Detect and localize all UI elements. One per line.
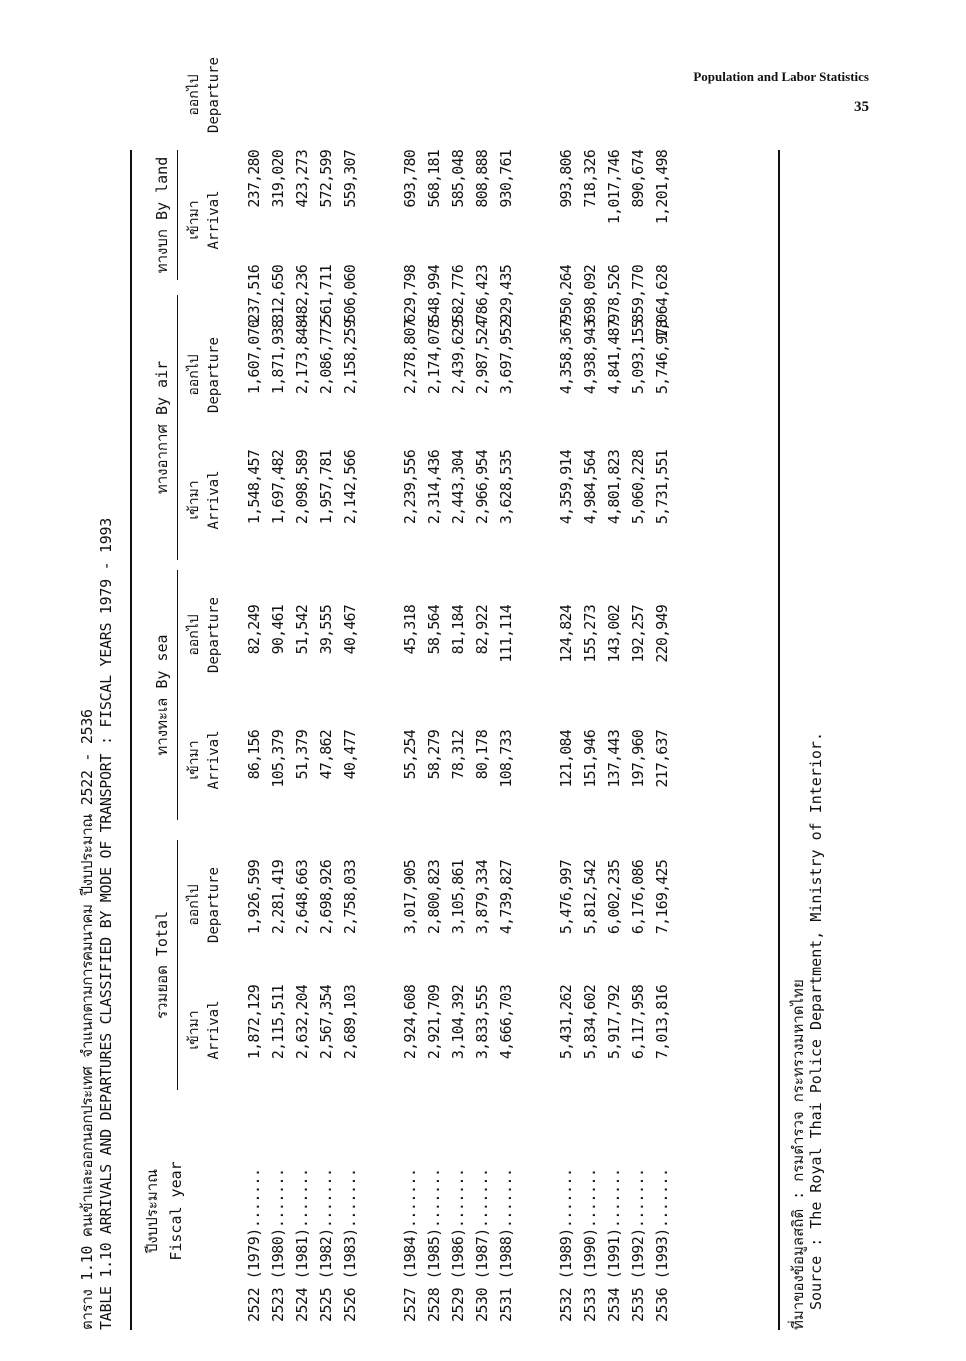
value-cell: 5,812,542 (581, 860, 599, 935)
page-number: 35 (854, 99, 869, 115)
value-cell: 197,960 (629, 730, 647, 788)
value-cell: 2,921,709 (425, 985, 443, 1060)
group-rule (177, 295, 178, 560)
group-header-0 (150, 840, 174, 1090)
source-en: Source : The Royal Thai Police Department, Ministry of Interior. (807, 732, 825, 1310)
value-cell: 2,239,556 (401, 450, 419, 525)
value-cell: 105,379 (269, 730, 287, 788)
value-cell: 78,312 (449, 730, 467, 780)
value-cell: 786,423 (473, 265, 491, 323)
group-en: Total (153, 910, 171, 957)
arrival-subheader (184, 445, 224, 555)
value-cell: 2,567,354 (317, 985, 335, 1060)
table-row (605, 150, 629, 1330)
value-cell: 808,888 (473, 150, 491, 208)
value-cell: 2,278,807 (401, 320, 419, 395)
value-cell: 4,984,564 (581, 450, 599, 525)
value-cell: 2,158,259 (341, 320, 359, 395)
value-cell: 5,917,792 (605, 985, 623, 1060)
fiscal-year-cell: 2532 (1989)....... (557, 1168, 575, 1322)
group-rule (177, 840, 178, 1090)
value-cell: 80,178 (473, 730, 491, 780)
value-cell: 51,542 (293, 605, 311, 655)
value-cell: 90,461 (269, 605, 287, 655)
value-cell: 58,564 (425, 605, 443, 655)
value-cell: 237,280 (245, 150, 263, 208)
value-cell: 2,632,204 (293, 985, 311, 1060)
value-cell: 1,017,746 (605, 150, 623, 225)
fiscal-year-cell: 2535 (1992)....... (629, 1168, 647, 1322)
departure-subheader (184, 40, 224, 150)
group-thai: ทางทะเล (153, 697, 171, 756)
value-cell: 4,666,703 (497, 985, 515, 1060)
group-en: By land (153, 156, 171, 220)
value-cell: 3,104,392 (449, 985, 467, 1060)
group-en: By sea (153, 634, 171, 689)
value-cell: 45,318 (401, 605, 419, 655)
value-cell: 7,013,816 (653, 985, 671, 1060)
departure-en: Departure (206, 597, 222, 673)
value-cell: 319,020 (269, 150, 287, 208)
table-title-thai: ตาราง 1.10 คนเข้าและออกนอกประเทศ จำแนกตามการคมนาคม ปีงบประมาณ 2522 - 2536 (78, 709, 96, 1330)
value-cell: 155,273 (581, 605, 599, 663)
fiscal-year-cell: 2524 (1981)....... (293, 1168, 311, 1322)
value-cell: 2,142,566 (341, 450, 359, 525)
departure-thai: ออกไป (186, 614, 202, 656)
value-cell: 2,173,848 (293, 320, 311, 395)
fiscal-year-cell: 2533 (1990)....... (581, 1168, 599, 1322)
arrival-thai: เข้ามา (186, 480, 202, 520)
table-row (581, 150, 605, 1330)
value-cell: 3,879,334 (473, 860, 491, 935)
table-row (293, 150, 317, 1330)
value-cell: 423,273 (293, 150, 311, 208)
value-cell: 3,628,535 (497, 450, 515, 525)
value-cell: 5,746,978 (653, 320, 671, 395)
table-row (401, 150, 425, 1330)
value-cell: 40,467 (341, 605, 359, 655)
value-cell: 2,174,078 (425, 320, 443, 395)
arrival-en: Arrival (206, 190, 222, 250)
value-cell: 2,800,823 (425, 860, 443, 935)
value-cell: 55,254 (401, 730, 419, 780)
group-thai: ทางอากาศ (153, 424, 171, 495)
arrival-thai: เข้ามา (186, 740, 202, 780)
value-cell: 2,314,436 (425, 450, 443, 525)
fiscal-year-cell: 2526 (1983)....... (341, 1168, 359, 1322)
table-row (557, 150, 581, 1330)
running-header: Population and Labor Statistics (693, 69, 869, 84)
value-cell: 5,731,551 (653, 450, 671, 525)
value-cell: 217,637 (653, 730, 671, 788)
value-cell: 993,806 (557, 150, 575, 208)
arrival-thai: เข้ามา (186, 200, 202, 240)
value-cell: 1,548,457 (245, 450, 263, 525)
table-row (269, 150, 293, 1330)
value-cell: 585,048 (449, 150, 467, 208)
table-row (449, 150, 473, 1330)
group-thai: รวมยอด (153, 965, 171, 1020)
arrival-en: Arrival (206, 1000, 222, 1060)
value-cell: 698,092 (581, 265, 599, 323)
value-cell: 978,526 (605, 265, 623, 323)
bottom-rule (778, 150, 780, 1330)
table-row (629, 150, 653, 1330)
fiscal-year-cell: 2534 (1991)....... (605, 1168, 623, 1322)
fiscal-year-cell: 2527 (1984)....... (401, 1168, 419, 1322)
value-cell: 693,780 (401, 150, 419, 208)
value-cell: 2,648,663 (293, 860, 311, 935)
value-cell: 2,098,589 (293, 450, 311, 525)
value-cell: 4,841,487 (605, 320, 623, 395)
fiscal-year-cell: 2523 (1980)....... (269, 1168, 287, 1322)
value-cell: 151,946 (581, 730, 599, 788)
fiscal-year-header (140, 1096, 188, 1326)
value-cell: 2,443,304 (449, 450, 467, 525)
arrival-subheader (184, 705, 224, 815)
group-header-1 (150, 570, 174, 820)
value-cell: 559,307 (341, 150, 359, 208)
value-cell: 5,834,602 (581, 985, 599, 1060)
fiscal-year-cell: 2528 (1985)....... (425, 1168, 443, 1322)
value-cell: 7,169,425 (653, 860, 671, 935)
value-cell: 82,249 (245, 605, 263, 655)
table-row (245, 150, 269, 1330)
value-cell: 561,711 (317, 265, 335, 323)
value-cell: 1,201,498 (653, 150, 671, 225)
value-cell: 2,439,629 (449, 320, 467, 395)
value-cell: 2,758,033 (341, 860, 359, 935)
fiscal-year-cell: 2525 (1982)....... (317, 1168, 335, 1322)
value-cell: 568,181 (425, 150, 443, 208)
group-rule (177, 150, 178, 280)
value-cell: 4,359,914 (557, 450, 575, 525)
fiscal-year-en: Fiscal year (167, 1161, 185, 1261)
arrival-en: Arrival (206, 730, 222, 790)
value-cell: 47,862 (317, 730, 335, 780)
departure-en: Departure (206, 337, 222, 413)
value-cell: 2,281,419 (269, 860, 287, 935)
value-cell: 2,698,926 (317, 860, 335, 935)
fiscal-year-cell: 2536 (1993)....... (653, 1168, 671, 1322)
departure-thai: ออกไป (186, 74, 202, 116)
departure-subheader (184, 580, 224, 690)
value-cell: 5,476,997 (557, 860, 575, 935)
table-row (653, 150, 677, 1330)
value-cell: 1,957,781 (317, 450, 335, 525)
value-cell: 4,801,823 (605, 450, 623, 525)
departure-subheader (184, 320, 224, 430)
value-cell: 81,184 (449, 605, 467, 655)
table-row (497, 150, 521, 1330)
value-cell: 548,994 (425, 265, 443, 323)
arrival-subheader (184, 975, 224, 1085)
group-header-3 (150, 150, 174, 280)
value-cell: 582,776 (449, 265, 467, 323)
departure-en: Departure (206, 867, 222, 943)
value-cell: 6,117,958 (629, 985, 647, 1060)
value-cell: 4,739,827 (497, 860, 515, 935)
value-cell: 2,086,772 (317, 320, 335, 395)
value-cell: 1,871,938 (269, 320, 287, 395)
value-cell: 2,924,608 (401, 985, 419, 1060)
table-title-en: TABLE 1.10 ARRIVALS AND DEPARTURES CLASSIFIED BY MODE OF TRANSPORT : FISCAL YEARS 1979 - 1993 (97, 518, 115, 1330)
value-cell: 859,770 (629, 265, 647, 323)
value-cell: 2,689,103 (341, 985, 359, 1060)
value-cell: 3,697,952 (497, 320, 515, 395)
value-cell: 143,002 (605, 605, 623, 663)
value-cell: 1,064,628 (653, 265, 671, 340)
value-cell: 5,093,155 (629, 320, 647, 395)
arrival-thai: เข้ามา (186, 1010, 202, 1050)
value-cell: 1,697,482 (269, 450, 287, 525)
value-cell: 5,060,228 (629, 450, 647, 525)
value-cell: 237,516 (245, 265, 263, 323)
value-cell: 220,949 (653, 605, 671, 663)
value-cell: 86,156 (245, 730, 263, 780)
value-cell: 629,798 (401, 265, 419, 323)
fiscal-year-cell: 2522 (1979)....... (245, 1168, 263, 1322)
value-cell: 40,477 (341, 730, 359, 780)
value-cell: 2,987,524 (473, 320, 491, 395)
value-cell: 108,733 (497, 730, 515, 788)
value-cell: 930,761 (497, 150, 515, 208)
source-thai: ที่มาของข้อมูลสถิติ : กรมตำรวจ กระทรวงมหาดไทย (789, 979, 807, 1330)
value-cell: 5,431,262 (557, 985, 575, 1060)
group-rule (177, 570, 178, 820)
value-cell: 6,176,086 (629, 860, 647, 935)
fiscal-year-cell: 2530 (1987)....... (473, 1168, 491, 1322)
table-row (317, 150, 341, 1330)
value-cell: 312,650 (269, 265, 287, 323)
value-cell: 718,326 (581, 150, 599, 208)
fiscal-year-thai: ปีงบประมาณ (143, 1168, 161, 1254)
value-cell: 1,872,129 (245, 985, 263, 1060)
value-cell: 1,926,599 (245, 860, 263, 935)
top-rule (130, 150, 132, 1330)
departure-en: Departure (206, 57, 222, 133)
value-cell: 506,060 (341, 265, 359, 323)
value-cell: 950,264 (557, 265, 575, 323)
value-cell: 3,833,555 (473, 985, 491, 1060)
group-thai: ทางบก (153, 229, 171, 274)
value-cell: 124,824 (557, 605, 575, 663)
value-cell: 2,966,954 (473, 450, 491, 525)
group-en: By air (153, 360, 171, 416)
fiscal-year-cell: 2531 (1988)....... (497, 1168, 515, 1322)
arrival-en: Arrival (206, 470, 222, 530)
value-cell: 4,938,943 (581, 320, 599, 395)
departure-thai: ออกไป (186, 354, 202, 396)
value-cell: 121,084 (557, 730, 575, 788)
table-row (473, 150, 497, 1330)
value-cell: 4,358,367 (557, 320, 575, 395)
value-cell: 58,279 (425, 730, 443, 780)
value-cell: 6,002,235 (605, 860, 623, 935)
value-cell: 3,105,861 (449, 860, 467, 935)
value-cell: 482,236 (293, 265, 311, 323)
value-cell: 39,555 (317, 605, 335, 655)
departure-thai: ออกไป (186, 884, 202, 926)
arrival-subheader (184, 165, 224, 275)
value-cell: 572,599 (317, 150, 335, 208)
value-cell: 192,257 (629, 605, 647, 663)
value-cell: 137,443 (605, 730, 623, 788)
value-cell: 1,607,070 (245, 320, 263, 395)
table-row (341, 150, 365, 1330)
value-cell: 111,114 (497, 605, 515, 663)
value-cell: 3,017,905 (401, 860, 419, 935)
value-cell: 82,922 (473, 605, 491, 655)
table-row (425, 150, 449, 1330)
group-header-2 (150, 295, 174, 560)
value-cell: 929,435 (497, 265, 515, 323)
value-cell: 51,379 (293, 730, 311, 780)
fiscal-year-cell: 2529 (1986)....... (449, 1168, 467, 1322)
value-cell: 890,674 (629, 150, 647, 208)
departure-subheader (184, 850, 224, 960)
value-cell: 2,115,511 (269, 985, 287, 1060)
